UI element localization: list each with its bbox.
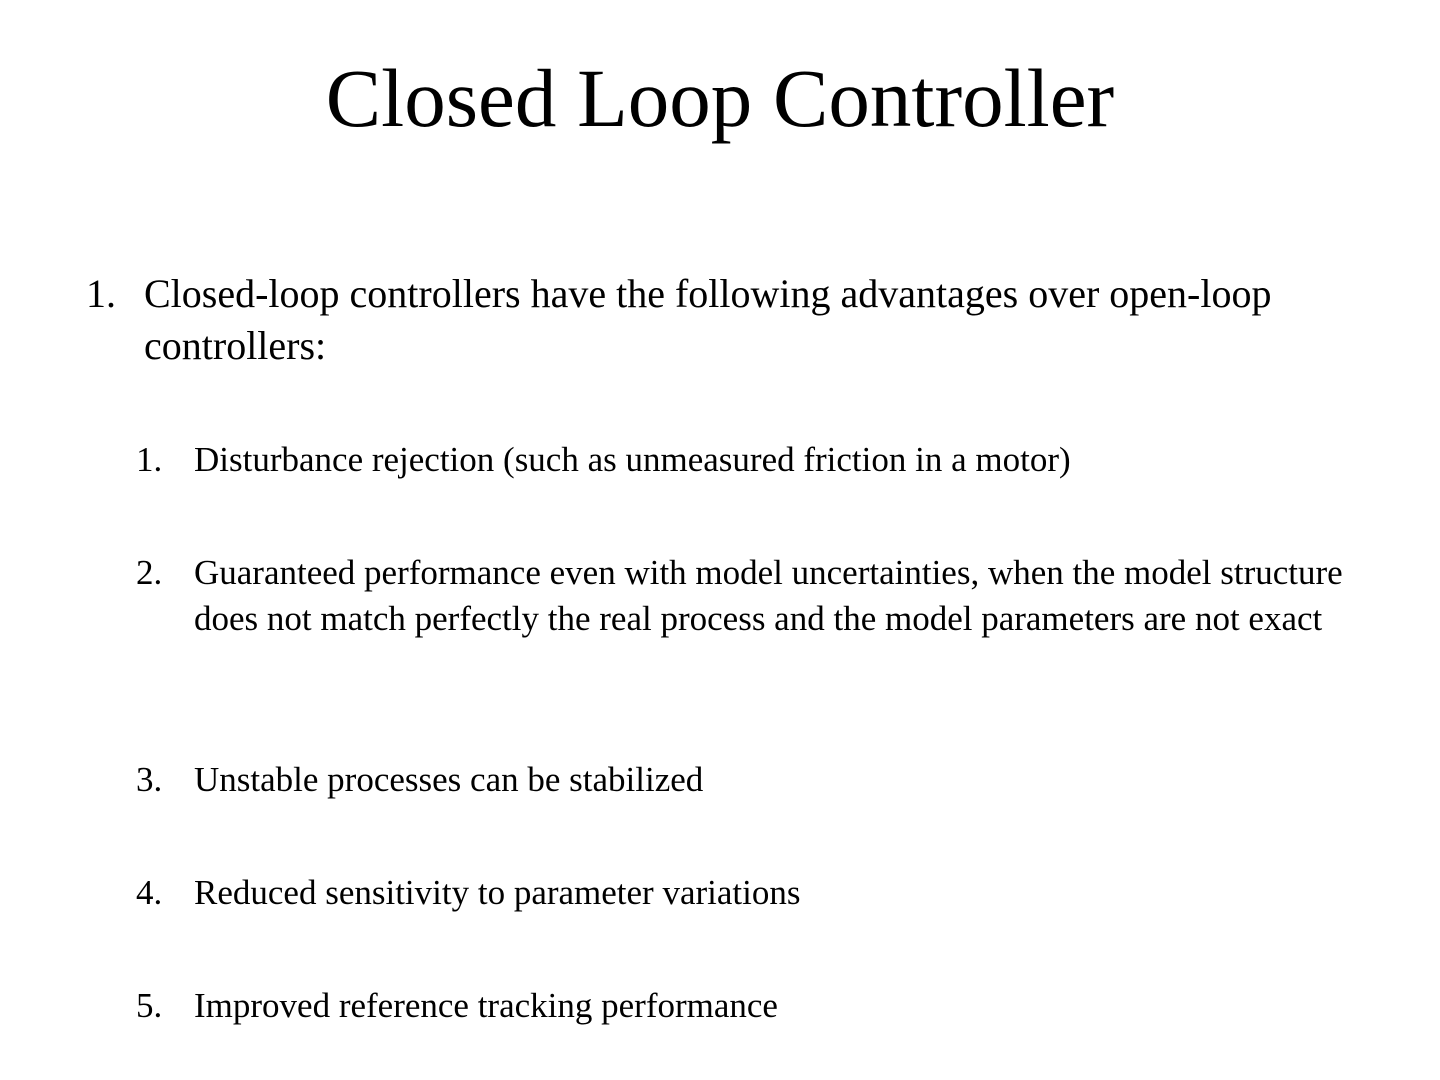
advantage-item-5: [136, 983, 1366, 1029]
advantage-item-3: [136, 757, 1366, 803]
advantage-text: Improved reference tracking performance: [194, 986, 778, 1025]
advantage-text: Unstable processes can be stabilized: [194, 760, 704, 799]
advantage-number: 1.: [136, 440, 163, 479]
slide-title: Closed Loop Controller: [325, 52, 1115, 144]
advantage-text: Reduced sensitivity to parameter variations: [194, 873, 801, 912]
advantage-number: 4.: [136, 873, 163, 912]
advantage-item-4: [136, 870, 1366, 916]
advantage-item-1: [136, 437, 1366, 483]
advantage-item-2: [136, 550, 1366, 642]
advantage-text: Guaranteed performance even with model uncertainties, when the model structure does not match perfectly the real process and the model parameters are not exact: [194, 553, 1343, 638]
advantage-number: 5.: [136, 986, 163, 1025]
main-bullet-number: 1.: [86, 271, 116, 316]
advantage-text: Disturbance rejection (such as unmeasured friction in a motor): [194, 440, 1071, 479]
advantage-number: 2.: [136, 553, 163, 592]
main-bullet-text: Closed-loop controllers have the following advantages over open-loop controllers:: [144, 271, 1272, 368]
advantage-number: 3.: [136, 760, 163, 799]
main-bullet: [86, 268, 1376, 372]
